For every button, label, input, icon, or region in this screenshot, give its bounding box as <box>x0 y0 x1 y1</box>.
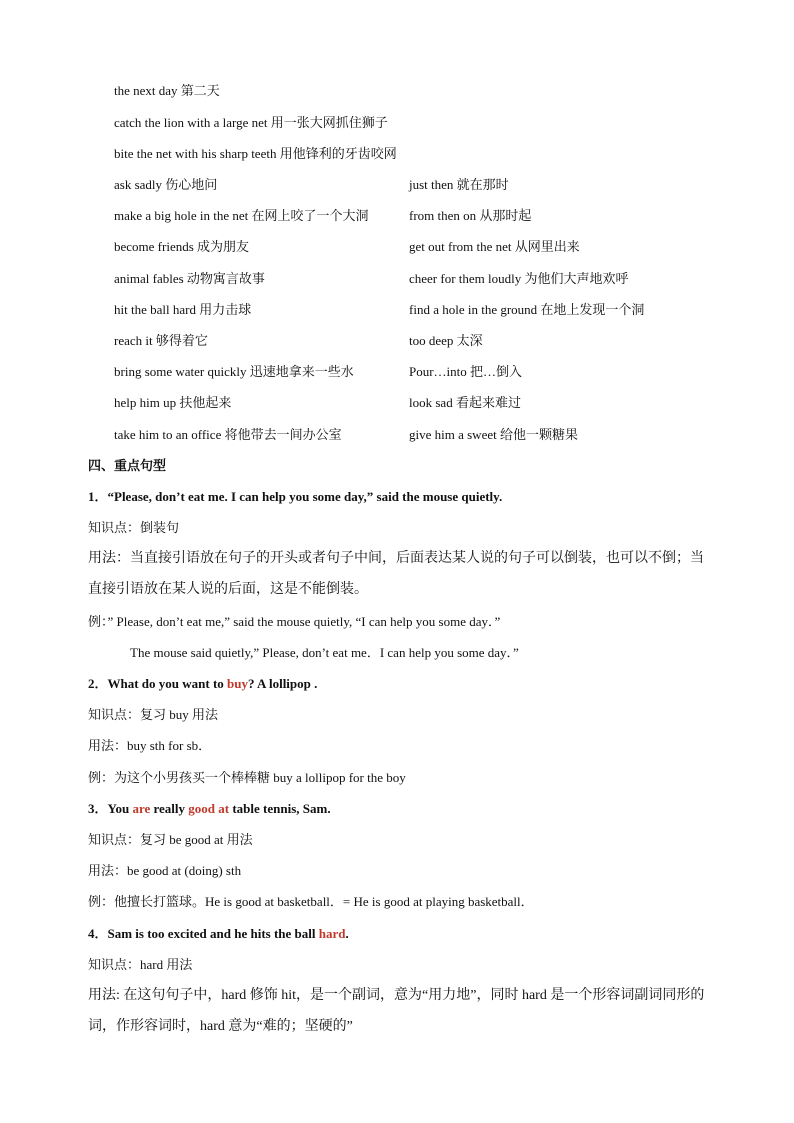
phrase-right: just then 就在那时 <box>409 177 509 192</box>
highlight-word: hard <box>318 926 346 941</box>
phrase-right: from then on 从那时起 <box>409 208 532 223</box>
example-text: 例：” Please, don’t eat me,” said the mouse quietly, “I can help you some day．” <box>88 614 501 629</box>
phrase-left: bring some water quickly 迅速地拿来一些水 <box>114 364 354 379</box>
usage-text: 用法：be good at (doing) sth <box>88 863 242 878</box>
title-text: ? A lollipop . <box>248 676 318 691</box>
phrase-line: catch the lion with a large net 用一张大网抓住狮子 <box>114 115 388 130</box>
usage-text: 用法：buy sth for sb． <box>88 738 212 753</box>
phrase-left: ask sadly 伤心地问 <box>114 177 218 192</box>
example-text: 例：为这个小男孩买一个棒棒糖 buy a lollipop for the boy <box>88 770 406 785</box>
phrase-right: look sad 看起来难过 <box>409 395 521 410</box>
title-text: 2．What do you want to <box>88 676 228 691</box>
phrase-right: find a hole in the ground 在地上发现一个洞 <box>409 302 645 317</box>
usage-text: 用法: 在这句句子中，hard 修饰 hit，是一个副词，意为“用力地”，同时 hard 是一个形容词副词同形的 <box>88 988 705 1003</box>
example-text: 例：他擅长打篮球。He is good at basketball．= He is good at playing basketball． <box>88 894 534 909</box>
phrase-left: help him up 扶他起来 <box>114 395 232 410</box>
phrase-right: Pour…into 把…倒入 <box>409 364 523 379</box>
usage-text: 用法：当直接引语放在句子的开头或者句子中间，后面表达某人说的句子可以倒装，也可以不倒；当 <box>88 551 704 566</box>
highlight-word: good at <box>188 801 230 816</box>
phrase-left: become friends 成为朋友 <box>114 239 250 254</box>
phrase-right: too deep 太深 <box>409 333 483 348</box>
title-text: table tennis, Sam. <box>229 801 331 816</box>
knowledge-point: 知识点：复习 be good at 用法 <box>88 832 253 847</box>
title-text: 4．Sam is too excited and he hits the ball <box>88 926 319 941</box>
example-text: The mouse said quietly,” Please, don’t eat me．I can help you some day．” <box>130 645 519 660</box>
highlight-word: buy <box>227 676 249 691</box>
sentence-title <box>88 925 349 943</box>
title-text: . <box>345 926 349 941</box>
sentence-title <box>88 800 331 818</box>
knowledge-point: 知识点：倒装句 <box>88 520 180 535</box>
phrase-right: get out from the net 从网里出来 <box>409 239 580 254</box>
section-title: 四、重点句型 <box>88 458 167 473</box>
usage-text: 词，作形容词时，hard 意为“难的；坚硬的” <box>88 1019 353 1034</box>
phrase-left: reach it 够得着它 <box>114 333 208 348</box>
phrase-left: take him to an office 将他带去一间办公室 <box>114 427 342 442</box>
usage-text: 直接引语放在某人说的后面，这是不能倒装。 <box>88 582 368 597</box>
title-text: really <box>150 801 189 816</box>
phrase-left: make a big hole in the net 在网上咬了一个大洞 <box>114 208 369 223</box>
phrase-line: bite the net with his sharp teeth 用他锋利的牙齿咬网 <box>114 146 397 161</box>
phrase-left: animal fables 动物寓言故事 <box>114 271 265 286</box>
sentence-title <box>88 675 317 693</box>
phrase-right: give him a sweet 给他一颗糖果 <box>409 427 578 442</box>
sentence-title: 1．“Please, don’t eat me. I can help you some day,” said the mouse quietly. <box>88 489 503 504</box>
phrase-line: the next day 第二天 <box>114 83 220 98</box>
title-text: 3．You <box>88 801 133 816</box>
phrase-right: cheer for them loudly 为他们大声地欢呼 <box>409 271 629 286</box>
phrase-left: hit the ball hard 用力击球 <box>114 302 252 317</box>
knowledge-point: 知识点：hard 用法 <box>88 957 193 972</box>
knowledge-point: 知识点：复习 buy 用法 <box>88 707 219 722</box>
highlight-word: are <box>132 801 151 816</box>
